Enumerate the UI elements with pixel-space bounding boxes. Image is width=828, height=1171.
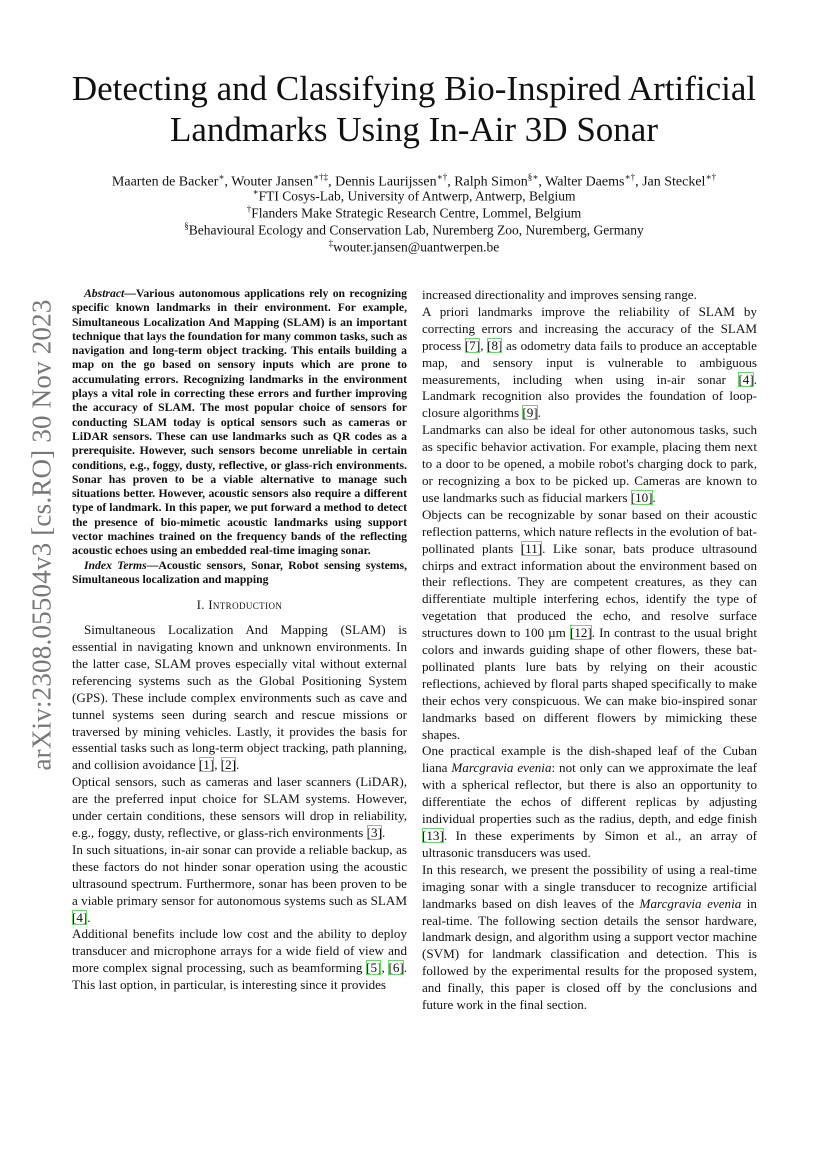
body-paragraph (422, 862, 757, 1014)
arxiv-identifier: arXiv:2308.05504v3 [cs.RO] 30 Nov 2023 (26, 299, 57, 771)
citation-link[interactable]: [13] (422, 828, 444, 843)
text-run: Optical sensors, such as cameras and laser scanners (LiDAR), are the preferred input choice for SLAM systems. However, under certain conditions, these sensors will drop in reliability, e.g., foggy, dusty, reflective, or glass-rich environments (72, 774, 407, 841)
text-run: , (480, 337, 488, 353)
citation-link[interactable]: [10] (630, 489, 653, 505)
citation-link[interactable]: [1] (198, 757, 215, 773)
author-affiliation-marks: ∗† (705, 172, 717, 182)
affiliation-2 (70, 204, 758, 222)
author-name: Jan Steckel (642, 174, 706, 190)
email-text: wouter.jansen@uantwerpen.be (333, 239, 500, 255)
author-affiliation-marks: ∗† (624, 172, 636, 182)
citation-link[interactable]: [7] (464, 337, 481, 353)
affiliation-mark: † (246, 204, 252, 214)
citation-link[interactable]: [11] (520, 540, 543, 556)
species-name: Marcgravia evenia (639, 895, 742, 911)
text-run: In such situations, in-air sonar can provide a reliable backup, as these factors do not hinder sonar operation using the acoustic ultrasound spectrum. Furthermore, sonar has been proven to be a viable primary sensor for autonomous systems such as SLAM (72, 841, 407, 908)
text-run: increased directionality and improves sensing range. (422, 287, 697, 302)
citation-link[interactable]: [9] (522, 405, 538, 421)
text-run: One practical example is the dish-shaped leaf of the Cuban liana (422, 743, 757, 776)
text-run: . (87, 909, 91, 925)
affiliation-mark: ‡ (328, 238, 334, 248)
text-run: as odometry data fails to produce an acceptable map, and sensory input is vulnerable to ambiguous measurements, including when using in-air sonar (422, 337, 757, 387)
author-name: Dennis Laurijssen (335, 174, 437, 190)
text-run: . In these experiments by Simon et al., an array of ultrasonic transducers was used. (422, 828, 757, 860)
body-paragraph (422, 422, 757, 507)
index-terms (72, 559, 407, 588)
text-run: Objects can be recognizable by sonar based on their acoustic reflection patterns, which nature reflects in the evolution of bat-pollinated plants (422, 506, 757, 556)
author-affiliation-marks: ∗ (218, 172, 225, 182)
text-run: . (381, 825, 386, 841)
citation-link[interactable]: [6] (388, 960, 404, 976)
affiliation-text: Flanders Make Strategic Research Centre, Lommel, Belgium (251, 205, 582, 221)
body-paragraph (422, 743, 757, 861)
citation-link[interactable]: [8] (487, 337, 503, 353)
author-affiliation-marks: ∗† (436, 172, 448, 182)
index-terms-text: —Acoustic sensors, Sonar, Robot sensing systems, Simultaneous localization and mapping (72, 558, 407, 586)
affiliation-mark: ∗ (252, 187, 259, 197)
author-affiliation-marks: §∗ (527, 172, 539, 182)
abstract-label: Abstract (84, 287, 125, 300)
affiliation-1 (70, 187, 758, 205)
text-run: Additional benefits include low cost and the ability to deploy transducer and microphone arrays for a wide field of view and more complex signal processing, such as beamforming (72, 926, 407, 976)
author-affiliation-marks: ∗†‡ (312, 172, 329, 182)
left-column (72, 287, 407, 994)
text-run: . (652, 489, 656, 505)
text-run: . (236, 757, 240, 773)
text-run: . Like sonar, bats produce ultrasound chirps and extract information about the environment based on their reflections. They are competent creatures, as they can differentiate multiple interfering echos, identify the type of vegetation that produced the echo, and resolve surface structures down to 100 µm (422, 540, 757, 641)
contact-email (70, 238, 758, 256)
text-run: : not only can we approximate the leaf with a spherical reflector, but there is also an opportunity to differentiate the echos of different replicas by adjusting individual properties such as the radius, depth, and edge finish (422, 760, 757, 827)
citation-link[interactable]: [4] (738, 371, 754, 387)
affiliation-mark: § (184, 221, 189, 231)
citation-link[interactable]: [5] (366, 960, 382, 976)
affiliation-3 (70, 221, 758, 239)
body-paragraph (72, 774, 407, 842)
paper-title: Detecting and Classifying Bio-Inspired Artificial Landmarks Using In-Air 3D Sonar (71, 69, 757, 149)
text-run: Landmarks can also be ideal for other autonomous tasks, such as specific behavior activation. For example, placing them next to a door to be opened, a mobile robot's charging dock to park, or recognizing a box to be picked up. Cameras are known to use landmarks such as fiducial markers (422, 422, 757, 505)
body-paragraph (422, 304, 757, 422)
author-list: Maarten de Backer∗, Wouter Jansen∗†‡, Dennis Laurijssen∗†, Ralph Simon§∗, Walter Daems∗†, Jan Steckel∗† (111, 172, 717, 190)
author-name: Walter Daems (545, 174, 625, 190)
introduction-right-body (422, 287, 757, 1014)
arxiv-sidebar-stamp (20, 220, 64, 850)
citation-link[interactable]: [4] (72, 909, 88, 925)
body-paragraph (72, 842, 407, 927)
text-run: , (381, 960, 389, 976)
text-run: . Landmark recognition also provides the foundation of loop-closure algorithms (422, 371, 757, 421)
affiliation-text: Behavioural Ecology and Conservation Lab, Nuremberg Zoo, Nuremberg, Germany (188, 222, 644, 238)
body-paragraph (422, 287, 757, 304)
citation-link[interactable]: [2] (220, 757, 237, 773)
affiliation-text: FTI Cosys-Lab, University of Antwerp, Antwerp, Belgium (258, 188, 576, 204)
body-paragraph (72, 926, 407, 994)
text-run: . This last option, in particular, is interesting since it provides (72, 960, 408, 993)
text-run: Simultaneous Localization And Mapping (SLAM) is essential in navigating known and unknown environments. In the latter case, SLAM proves especially vital without external referencing systems such as the Global Positioning System (GPS). These include complex environments such as cave and tunnel systems seen during search and rescue missions or traversed by mining vehicles. Lastly, it provides the basis for essential tasks such as long-term object tracking, path planning, and collision avoidance (72, 622, 407, 773)
author-name: Wouter Jansen (231, 174, 313, 190)
author-name: Ralph Simon (454, 174, 528, 190)
text-run: in real-time. The following section details the sensor hardware, landmark design, and algorithm using a support vector machine (SVM) for landmark classification and detection. This is followed by the experimental results for the proposed system, and finally, this paper is closed off by the conclusions and future work in the final section. (422, 895, 757, 1013)
section-heading-introduction: I. Introduction (196, 598, 283, 613)
body-paragraph (72, 622, 407, 774)
right-column (422, 287, 757, 1014)
abstract (72, 287, 407, 559)
species-name: Marcgravia evenia (451, 760, 552, 776)
text-run: . (537, 405, 541, 421)
index-terms-label: Index Terms (84, 558, 147, 572)
author-name: Maarten de Backer (111, 174, 219, 190)
text-run: . In contrast to the usual bright colors and inwards guiding shape of other flowers, these bat-pollinated plants lure bats by relying on their acoustic reflections, achieved by floral parts shaped specifically to make their echos very conspicuous. We can make bio-inspired sonar landmarks based on different flowers by mimicking these shapes. (422, 625, 757, 742)
body-paragraph (422, 507, 757, 744)
introduction-left-body (72, 622, 407, 994)
text-run: , (214, 757, 221, 773)
text-run: In this research, we present the possibility of using a real-time imaging sonar with a single transducer to recognize artificial landmarks based on dish leaves of the (422, 861, 757, 911)
text-run: A priori landmarks improve the reliability of SLAM by correcting errors and increasing the accuracy of the SLAM process (422, 303, 757, 353)
citation-link[interactable]: [12] (569, 625, 592, 641)
citation-link[interactable]: [3] (366, 825, 382, 841)
abstract-text: —Various autonomous applications rely on recognizing specific known landmarks in their environment. For example, Simultaneous Localization And Mapping (SLAM) is an important technique that lays the foundation for many common tasks, such as navigation and long-term object tracking. This entails building a map on the go based on sensory inputs which are prone to accumulating errors. Recognizing landmarks in the environment plays a vital role in correcting these errors and further improving the accuracy of SLAM. The most popular choice of sensors for conducting SLAM today is optical sensors such as cameras or LiDAR sensors. These can use landmarks such as QR codes as a prerequisite. However, such sensors become unreliable in certain conditions, e.g., foggy, dusty, reflective, or glass-rich environments. Sonar has proven to be a viable alternative to manage such situations better. However, acoustic sensors also require a different type of landmark. In this paper, we put forward a method to detect the presence of bio-mimetic acoustic landmarks using support vector machines trained on the frequency bands of the reflecting acoustic echoes using an embedded real-time imaging sonar. (72, 287, 407, 558)
